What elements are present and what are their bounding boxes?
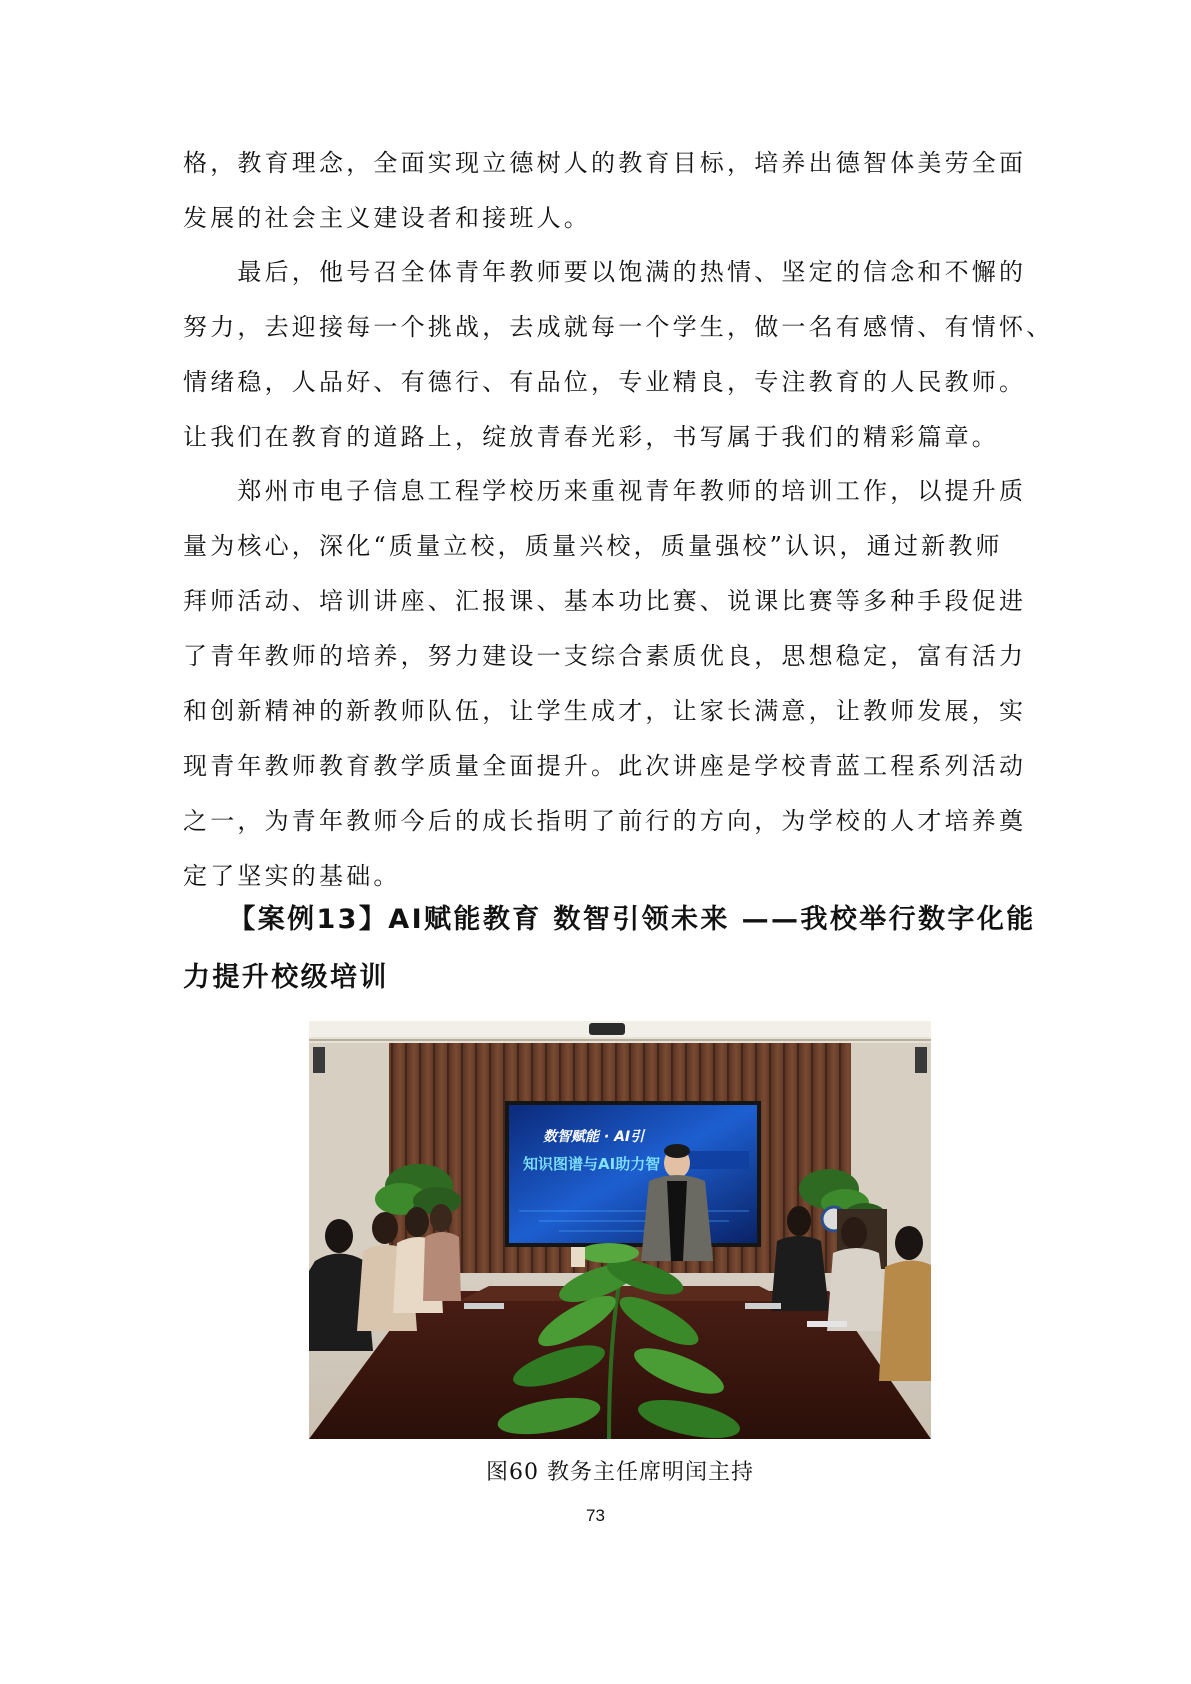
page-number: 73 bbox=[586, 1506, 605, 1525]
meeting-photo bbox=[309, 1021, 931, 1439]
text-line: 郑州市电子信息工程学校历来重视青年教师的培训工作，以提升质 bbox=[183, 477, 1027, 505]
text-line: 格，教育理念，全面实现立德树人的教育目标，培养出德智体美劳全面 bbox=[183, 149, 1027, 177]
text-line: 现青年教师教育教学质量全面提升。此次讲座是学校青蓝工程系列活动 bbox=[183, 752, 1027, 780]
text-line: 了青年教师的培养，努力建设一支综合素质优良，思想稳定，富有活力 bbox=[183, 642, 1027, 670]
text-line: 情绪稳，人品好、有德行、有品位，专业精良，专注教育的人民教师。 bbox=[183, 368, 1027, 396]
text-line: 发展的社会主义建设者和接班人。 bbox=[183, 204, 591, 232]
paragraph-continuation bbox=[183, 136, 1053, 246]
text-line: 最后，他号召全体青年教师要以饱满的热情、坚定的信念和不懈的 bbox=[183, 258, 1027, 286]
photo-caption: 图60 教务主任席明闰主持 bbox=[486, 1460, 754, 1485]
heading-line: 力提升校级培训 bbox=[183, 962, 389, 993]
screen-subtitle: 知识图谱与AI助力智 bbox=[523, 1155, 661, 1173]
case-heading bbox=[183, 891, 1063, 1007]
text-line: 量为核心，深化“质量立校，质量兴校，质量强校”认识，通过新教师 bbox=[183, 532, 1003, 560]
text-line: 努力，去迎接每一个挑战，去成就每一个学生，做一名有感情、有情怀、 bbox=[183, 313, 1054, 341]
paragraph-school-training bbox=[183, 464, 1053, 904]
text-line: 和创新精神的新教师队伍，让学生成才，让家长满意，让教师发展，实 bbox=[183, 697, 1027, 725]
text-line: 让我们在教育的道路上，绽放青春光彩，书写属于我们的精彩篇章。 bbox=[183, 423, 999, 451]
heading-line: 【案例13】AI赋能教育 数智引领未来 ——我校举行数字化能 bbox=[183, 904, 1036, 935]
paragraph-closing-call bbox=[183, 245, 1053, 465]
text-line: 之一，为青年教师今后的成长指明了前行的方向，为学校的人才培养奠 bbox=[183, 807, 1027, 835]
screen-title: 数智赋能 · AI引 bbox=[543, 1129, 645, 1145]
text-line: 拜师活动、培训讲座、汇报课、基本功比赛、说课比赛等多种手段促进 bbox=[183, 587, 1027, 615]
text-line: 定了坚实的基础。 bbox=[183, 862, 401, 890]
